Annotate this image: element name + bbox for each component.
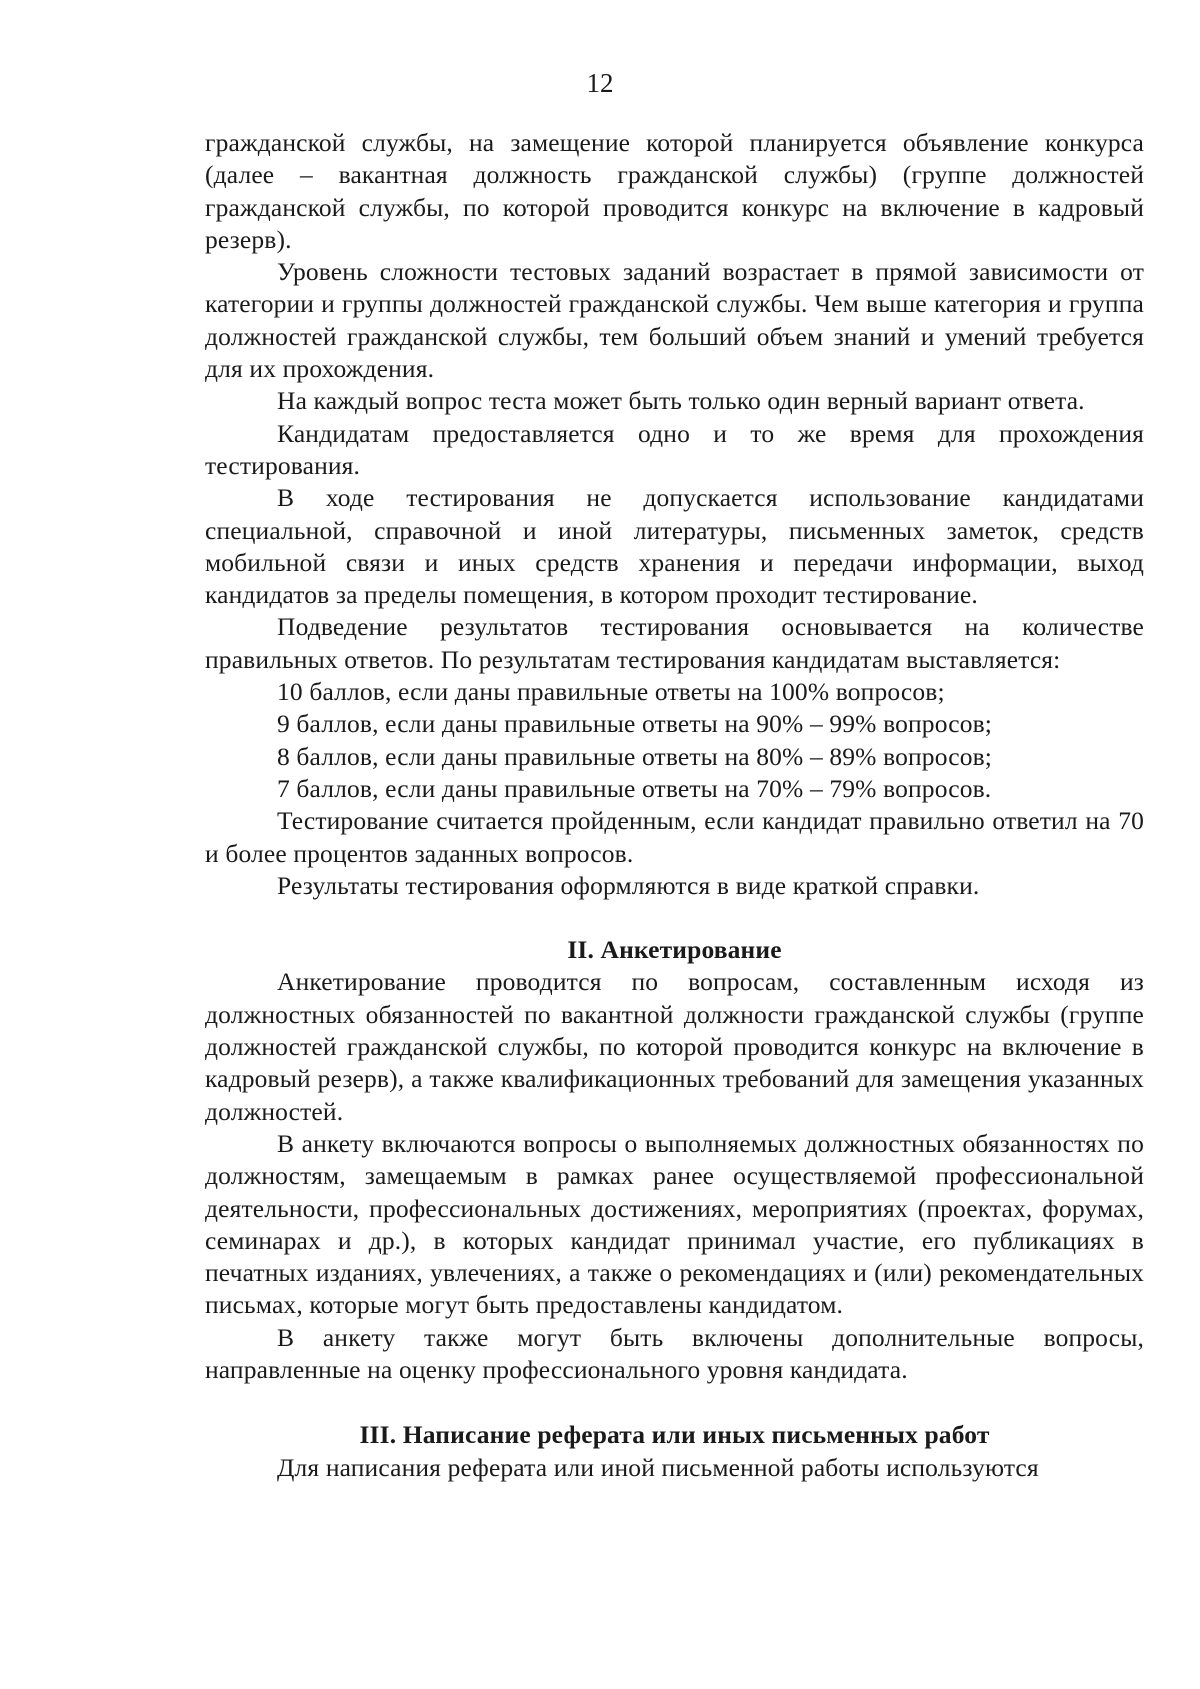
paragraph-vacancy-definition: гражданской службы, на замещение которой планируется объявление конкурса (далее – вакантная должность гражданской службы) (группе должностей гражданской службы, по которой проводится конкурс на включение в кадровый резерв). xyxy=(205,128,1144,254)
score-item-9: 9 баллов, если даны правильные ответы на 90% – 99% вопросов; xyxy=(277,709,993,739)
paragraph-questionnaire-basis: Анкетирование проводится по вопросам, составленным исходя из должностных обязанностей по вакантной должности гражданской службы (группе должностей гражданской службы, по которой проводится конкурс на включение в кадровый резерв), а также квалификационных требований для замещения указанных должностей. xyxy=(205,967,1144,1126)
paragraph-questionnaire-contents: В анкету включаются вопросы о выполняемых должностных обязанностях по должностям, замещаемым в рамках ранее осуществляемой профессиональной деятельности, профессиональных достижениях, мероприятиях (проектах, форумах, семинарах и др.), в которых кандидат принимал участие, его публикациях в печатных изданиях, увлечениях, а также о рекомендациях и (или) рекомендательных письмах, которые могут быть предоставлены кандидатом. xyxy=(205,1128,1144,1320)
paragraph-results-format: Результаты тестирования оформляются в виде краткой справки. xyxy=(277,870,980,900)
score-item-8: 8 баллов, если даны правильные ответы на 80% – 89% вопросов; xyxy=(277,741,993,771)
paragraph-results-intro: Подведение результатов тестирования основывается на количестве правильных ответов. По результатам тестирования кандидатам выставляется: xyxy=(205,612,1144,674)
paragraph-prohibitions: В ходе тестирования не допускается использование кандидатами специальной, справочной и иной литературы, письменных заметок, средств мобильной связи и иных средств хранения и передачи информации, выход кандидатов за пределы помещения, в котором проходит тестирование. xyxy=(205,483,1144,610)
section-heading-questionnaire: II. Анкетирование xyxy=(567,935,782,965)
paragraph-equal-time: Кандидатам предоставляется одно и то же время для прохождения тестирования. xyxy=(205,418,1144,480)
score-item-7: 7 баллов, если даны правильные ответы на 70% – 79% вопросов. xyxy=(277,773,992,803)
paragraph-essay-intro: Для написания реферата или иной письменной работы используются xyxy=(277,1452,1039,1482)
paragraph-single-answer: На каждый вопрос теста может быть только один верный вариант ответа. xyxy=(277,386,1085,416)
section-spacer xyxy=(205,902,1144,934)
page-number: 12 xyxy=(586,68,614,98)
paragraph-pass-threshold: Тестирование считается пройденным, если кандидат правильно ответил на 70 и более процентов заданных вопросов. xyxy=(205,806,1144,868)
section-spacer xyxy=(205,1386,1144,1419)
document-body xyxy=(205,127,1144,1484)
paragraph-test-difficulty: Уровень сложности тестовых заданий возрастает в прямой зависимости от категории и группы должностей гражданской службы. Чем выше категория и группа должностей гражданской службы, тем больший объем знаний и умений требуется для их прохождения. xyxy=(205,257,1144,384)
score-item-10: 10 баллов, если даны правильные ответы на 100% вопросов; xyxy=(277,677,945,707)
paragraph-questionnaire-additional: В анкету также могут быть включены дополнительные вопросы, направленные на оценку профессионального уровня кандидата. xyxy=(205,1322,1144,1384)
section-heading-essay: III. Написание реферата или иных письменных работ xyxy=(359,1420,990,1450)
